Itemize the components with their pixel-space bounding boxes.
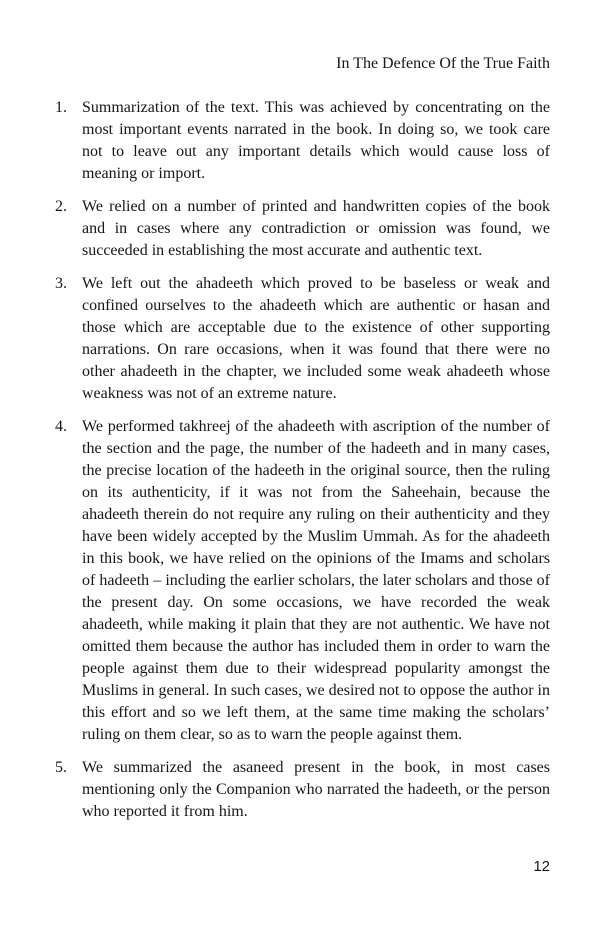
item-text: We summarized the asaneed present in the book, in most cases mentioning only the Companion who narrated the hadeeth, or the person who reported it from him. xyxy=(82,759,550,820)
item-number: 2. xyxy=(55,198,67,215)
list-item xyxy=(55,416,550,746)
list-item xyxy=(55,97,550,185)
page-number: 12 xyxy=(533,858,550,875)
item-text: We performed takhreej of the ahadeeth with ascription of the number of the section and the page, the number of the hadeeth and in many cases, the precise location of the hadeeth in the original source, then the ruling on its authenticity, if it was not from the Saheehain, because the ahadeeth therein do not require any ruling on their authenticity and they have been widely accepted by the Muslim Ummah. As for the ahadeeth in this book, we have relied on the opinions of the Imams and scholars of hadeeth – including the earlier scholars, the later scholars and those of the present day. On some occasions, we have recorded the weak ahadeeth, while making it plain that they are not authentic. We have not omitted them because the author has included them in order to warn the people against them due to their widespread popularity amongst the Muslims in general. In such cases, we desired not to oppose the author in this effort and so we left them, at the same time making the scholars’ ruling on them clear, so as to warn the people against them. xyxy=(82,418,550,743)
item-number: 5. xyxy=(55,759,67,776)
numbered-list xyxy=(55,97,550,823)
list-item xyxy=(55,757,550,823)
item-text: Summarization of the text. This was achieved by concentrating on the most important events narrated in the book. In doing so, we took care not to leave out any important details which would cause loss of meaning or import. xyxy=(82,99,550,182)
running-header: In The Defence Of the True Faith xyxy=(336,55,550,72)
list-item xyxy=(55,196,550,262)
item-text: We left out the ahadeeth which proved to be baseless or weak and confined ourselves to the ahadeeth which are authentic or hasan and those which are acceptable due to the existence of other supporting narrations. On rare occasions, when it was found that there were no other ahadeeth in the chapter, we included some weak ahadeeth whose weakness was not of an extreme nature. xyxy=(82,275,550,402)
list-item xyxy=(55,273,550,405)
item-text: We relied on a number of printed and handwritten copies of the book and in cases where any contradiction or omission was found, we succeeded in establishing the most accurate and authentic text. xyxy=(82,198,550,259)
item-number: 4. xyxy=(55,418,67,435)
item-number: 3. xyxy=(55,275,67,292)
item-number: 1. xyxy=(55,99,67,116)
